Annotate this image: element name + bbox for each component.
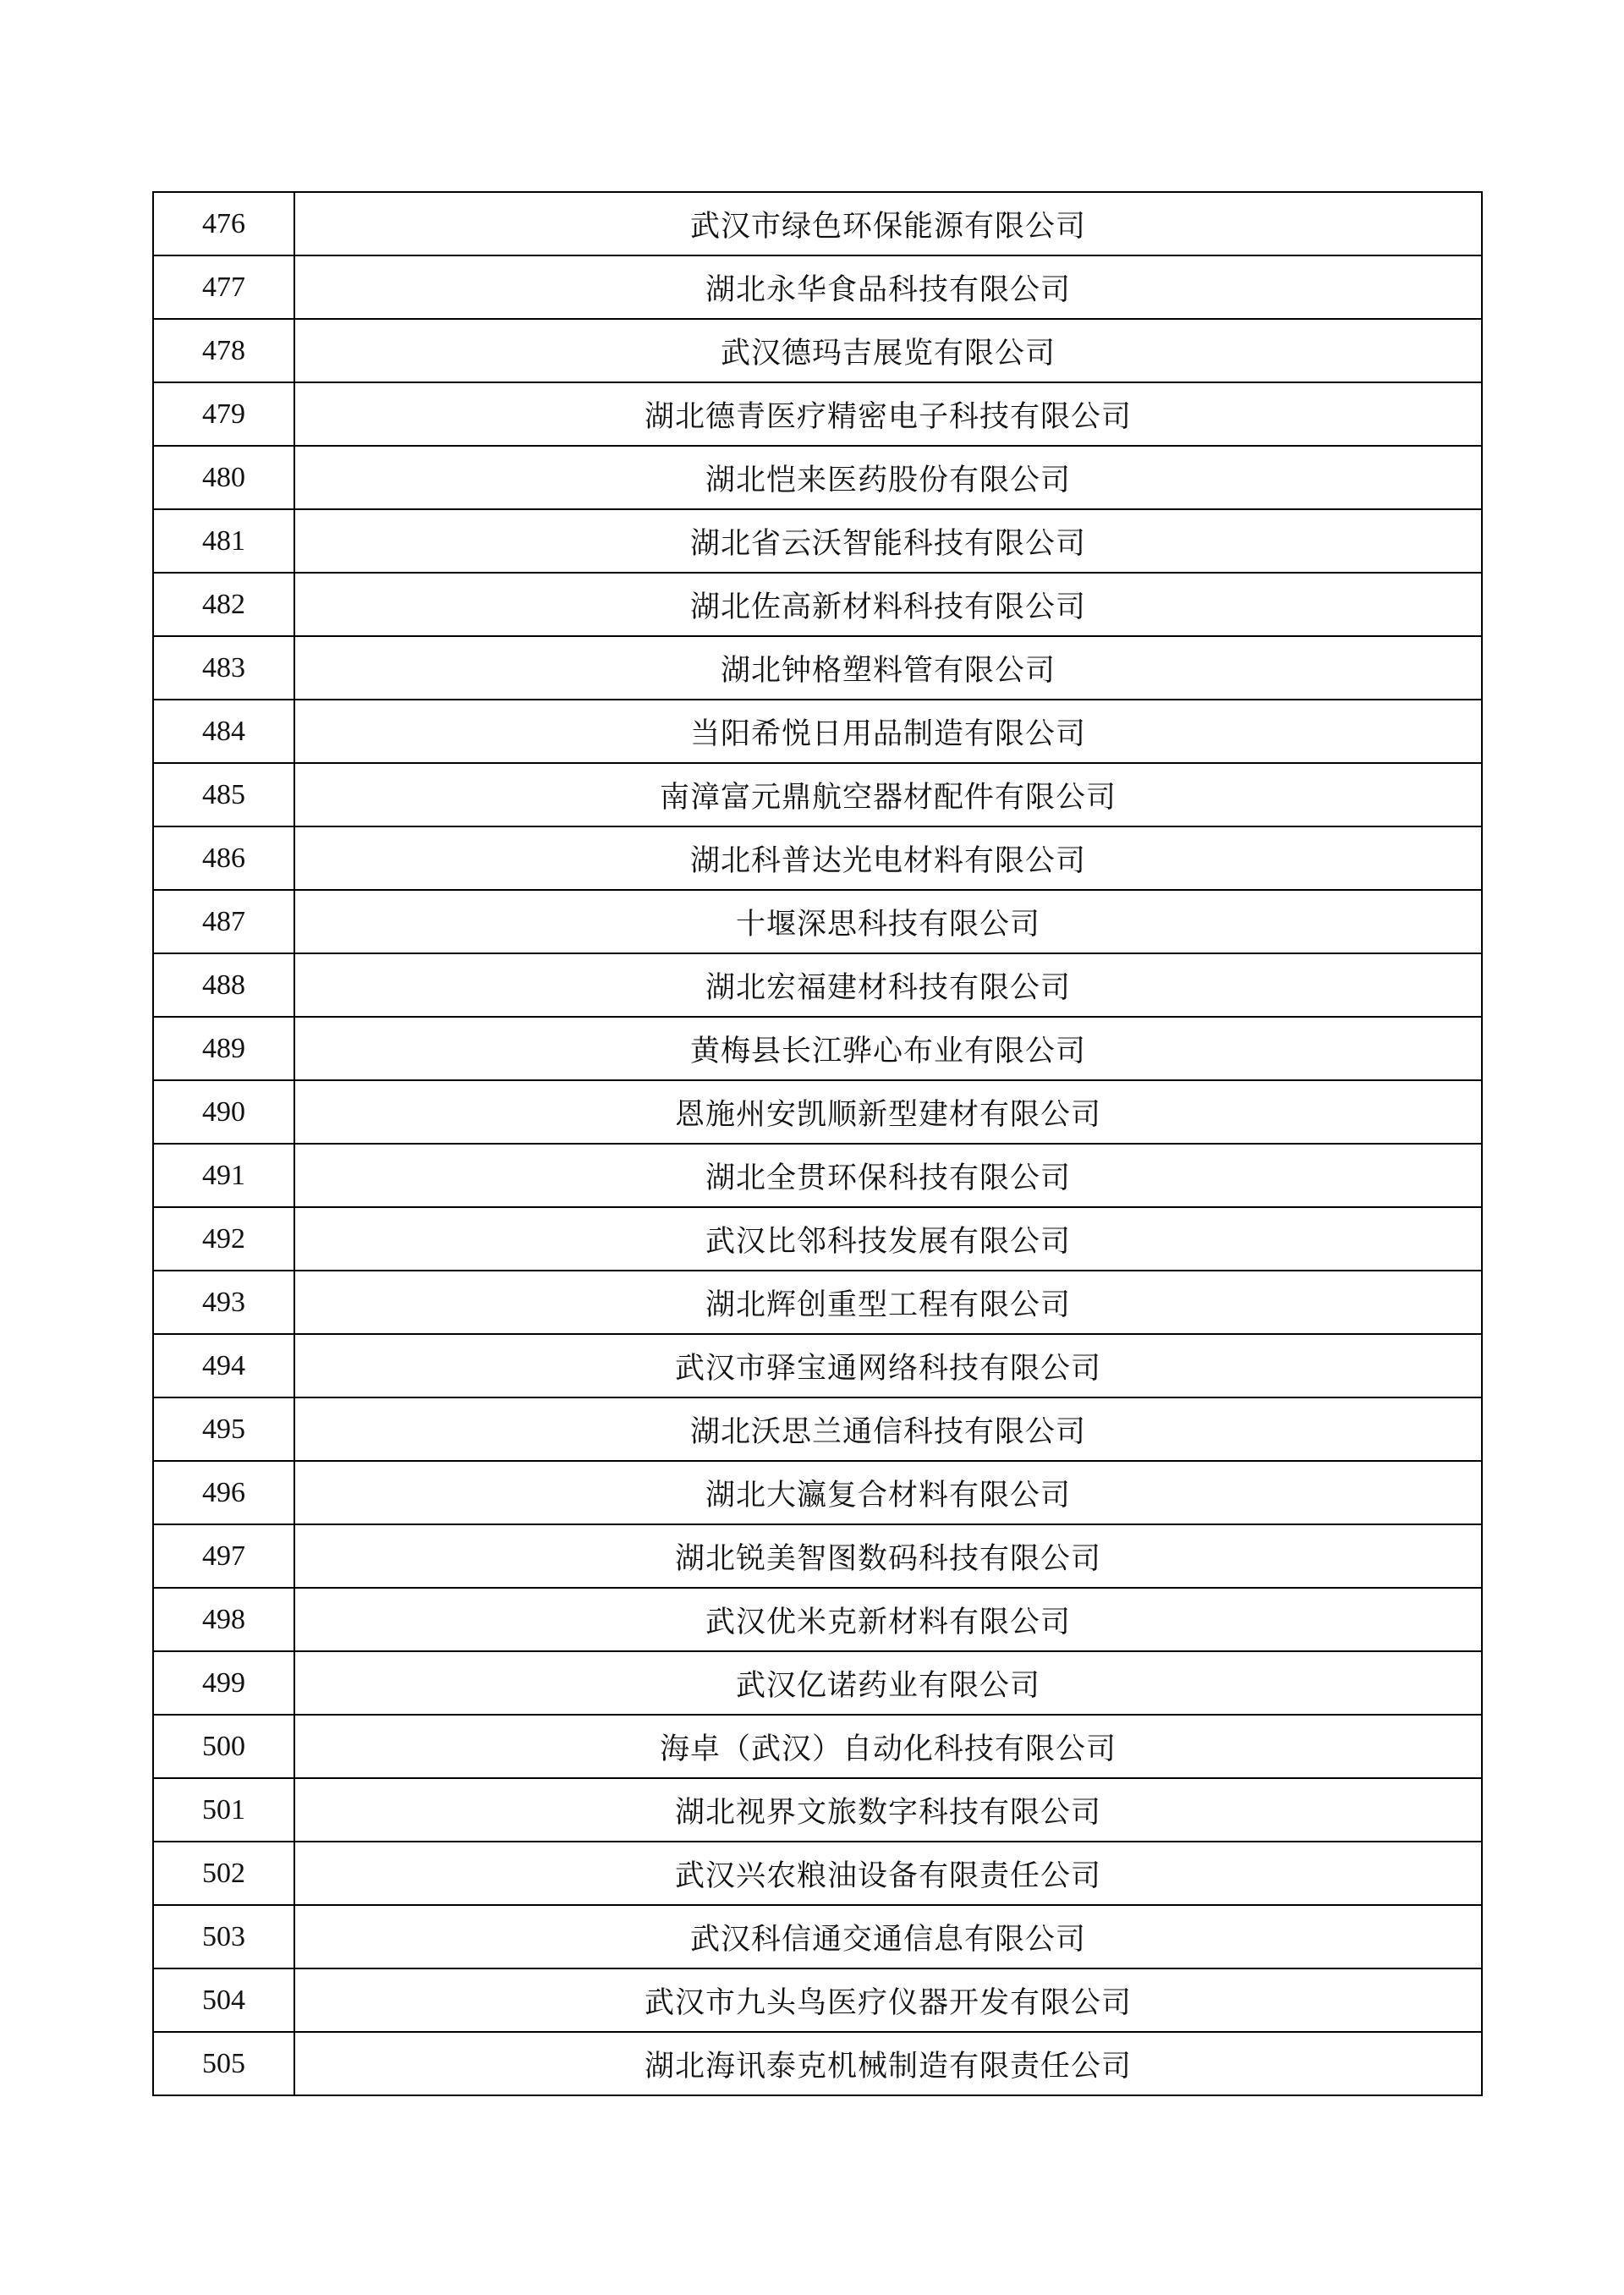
company-name-cell: 湖北沃思兰通信科技有限公司 — [294, 1397, 1482, 1461]
row-number-cell: 491 — [153, 1144, 294, 1207]
company-name-cell: 武汉优米克新材料有限公司 — [294, 1588, 1482, 1651]
row-number-cell: 484 — [153, 700, 294, 763]
row-number-cell: 493 — [153, 1271, 294, 1334]
row-number-cell: 501 — [153, 1778, 294, 1842]
company-name-cell: 武汉市九头鸟医疗仪器开发有限公司 — [294, 1968, 1482, 2032]
company-name-cell: 海卓（武汉）自动化科技有限公司 — [294, 1715, 1482, 1778]
table-row — [153, 1651, 1482, 1715]
company-list-table — [152, 191, 1483, 2096]
company-name-cell: 湖北科普达光电材料有限公司 — [294, 826, 1482, 890]
table-row — [153, 1842, 1482, 1905]
row-number-cell: 486 — [153, 826, 294, 890]
table-row — [153, 700, 1482, 763]
table-row — [153, 1905, 1482, 1968]
row-number-cell: 504 — [153, 1968, 294, 2032]
table-row — [153, 1778, 1482, 1842]
company-name-cell: 武汉比邻科技发展有限公司 — [294, 1207, 1482, 1271]
row-number-cell: 489 — [153, 1017, 294, 1080]
company-name-cell: 十堰深思科技有限公司 — [294, 890, 1482, 953]
row-number-cell: 482 — [153, 573, 294, 636]
company-name-cell: 当阳希悦日用品制造有限公司 — [294, 700, 1482, 763]
table-row — [153, 890, 1482, 953]
table-row — [153, 382, 1482, 446]
company-name-cell: 湖北全贯环保科技有限公司 — [294, 1144, 1482, 1207]
company-name-cell: 黄梅县长江骅心布业有限公司 — [294, 1017, 1482, 1080]
company-list-table-container — [152, 191, 1483, 2096]
table-row — [153, 573, 1482, 636]
table-body — [153, 192, 1482, 2095]
table-row — [153, 636, 1482, 700]
row-number-cell: 488 — [153, 953, 294, 1017]
table-row — [153, 1968, 1482, 2032]
company-name-cell: 恩施州安凯顺新型建材有限公司 — [294, 1080, 1482, 1144]
company-name-cell: 湖北恺来医药股份有限公司 — [294, 446, 1482, 509]
table-row — [153, 1588, 1482, 1651]
company-name-cell: 湖北锐美智图数码科技有限公司 — [294, 1524, 1482, 1588]
company-name-cell: 武汉市驿宝通网络科技有限公司 — [294, 1334, 1482, 1397]
company-name-cell: 湖北大瀛复合材料有限公司 — [294, 1461, 1482, 1524]
row-number-cell: 505 — [153, 2032, 294, 2095]
row-number-cell: 494 — [153, 1334, 294, 1397]
table-row — [153, 953, 1482, 1017]
table-row — [153, 1715, 1482, 1778]
company-name-cell: 武汉兴农粮油设备有限责任公司 — [294, 1842, 1482, 1905]
table-row — [153, 1207, 1482, 1271]
company-name-cell: 湖北视界文旅数字科技有限公司 — [294, 1778, 1482, 1842]
table-row — [153, 255, 1482, 319]
table-row — [153, 192, 1482, 255]
table-row — [153, 826, 1482, 890]
table-row — [153, 509, 1482, 573]
row-number-cell: 485 — [153, 763, 294, 826]
company-name-cell: 武汉市绿色环保能源有限公司 — [294, 192, 1482, 255]
table-row — [153, 1017, 1482, 1080]
table-row — [153, 446, 1482, 509]
company-name-cell: 湖北海讯泰克机械制造有限责任公司 — [294, 2032, 1482, 2095]
row-number-cell: 503 — [153, 1905, 294, 1968]
company-name-cell: 湖北佐高新材料科技有限公司 — [294, 573, 1482, 636]
company-name-cell: 湖北永华食品科技有限公司 — [294, 255, 1482, 319]
table-row — [153, 763, 1482, 826]
row-number-cell: 483 — [153, 636, 294, 700]
row-number-cell: 478 — [153, 319, 294, 382]
company-name-cell: 武汉德玛吉展览有限公司 — [294, 319, 1482, 382]
company-name-cell: 武汉亿诺药业有限公司 — [294, 1651, 1482, 1715]
row-number-cell: 479 — [153, 382, 294, 446]
table-row — [153, 1334, 1482, 1397]
row-number-cell: 498 — [153, 1588, 294, 1651]
company-name-cell: 湖北省云沃智能科技有限公司 — [294, 509, 1482, 573]
row-number-cell: 495 — [153, 1397, 294, 1461]
company-name-cell: 湖北德青医疗精密电子科技有限公司 — [294, 382, 1482, 446]
table-row — [153, 1524, 1482, 1588]
table-row — [153, 1080, 1482, 1144]
table-row — [153, 1397, 1482, 1461]
company-name-cell: 湖北宏福建材科技有限公司 — [294, 953, 1482, 1017]
row-number-cell: 476 — [153, 192, 294, 255]
company-name-cell: 南漳富元鼎航空器材配件有限公司 — [294, 763, 1482, 826]
row-number-cell: 481 — [153, 509, 294, 573]
company-name-cell: 湖北辉创重型工程有限公司 — [294, 1271, 1482, 1334]
table-row — [153, 1461, 1482, 1524]
company-name-cell: 湖北钟格塑料管有限公司 — [294, 636, 1482, 700]
row-number-cell: 492 — [153, 1207, 294, 1271]
company-name-cell: 武汉科信通交通信息有限公司 — [294, 1905, 1482, 1968]
row-number-cell: 477 — [153, 255, 294, 319]
table-row — [153, 1271, 1482, 1334]
row-number-cell: 496 — [153, 1461, 294, 1524]
table-row — [153, 1144, 1482, 1207]
row-number-cell: 497 — [153, 1524, 294, 1588]
row-number-cell: 502 — [153, 1842, 294, 1905]
row-number-cell: 490 — [153, 1080, 294, 1144]
row-number-cell: 487 — [153, 890, 294, 953]
row-number-cell: 500 — [153, 1715, 294, 1778]
table-row — [153, 319, 1482, 382]
table-row — [153, 2032, 1482, 2095]
row-number-cell: 499 — [153, 1651, 294, 1715]
row-number-cell: 480 — [153, 446, 294, 509]
